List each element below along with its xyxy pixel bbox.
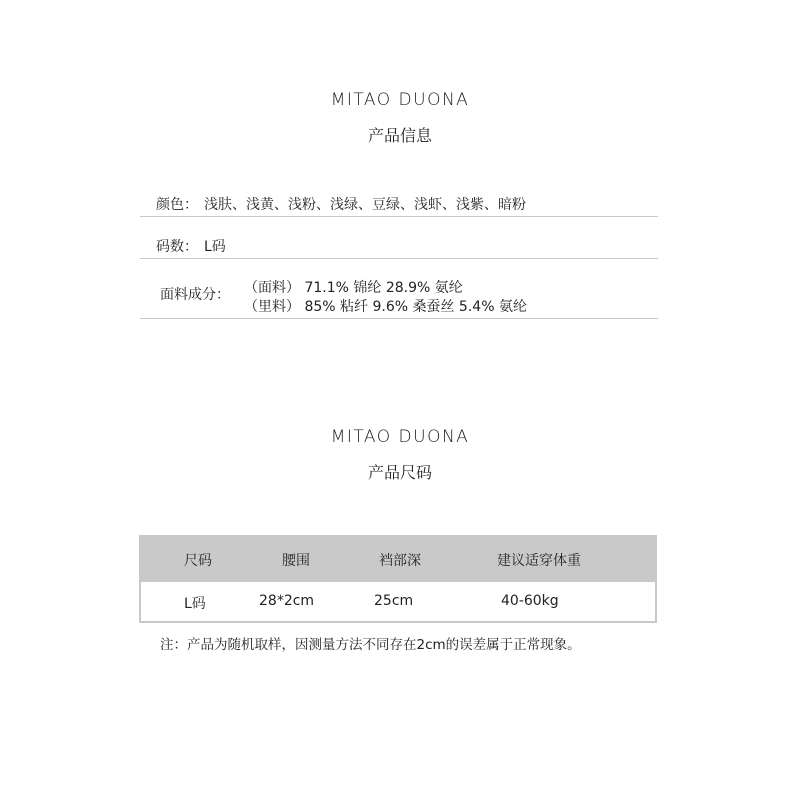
cell-weight: 40-60kg [501, 593, 559, 609]
size-row [140, 234, 658, 259]
color-label: 颜色： [156, 197, 198, 213]
header-waist: 腰围 [282, 553, 310, 569]
cell-size: L码 [184, 596, 206, 612]
header-size: 尺码 [184, 553, 212, 569]
color-value: 浅肤、浅黄、浅粉、浅绿、豆绿、浅虾、浅紫、暗粉 [204, 197, 526, 213]
brand-title-2: MITAO DUONA [330, 427, 470, 447]
section-heading-product-info: 产品信息 [367, 126, 432, 145]
cell-rise: 25cm [374, 593, 414, 609]
size-label: 码数： [156, 239, 198, 255]
brand-title: MITAO DUONA [330, 90, 470, 110]
header-rise: 裆部深 [379, 553, 421, 569]
composition-row [140, 260, 658, 319]
composition-line-lining: （里料） 85% 粘纤 9.6% 桑蚕丝 5.4% 氨纶 [244, 299, 527, 315]
size-table [139, 535, 657, 623]
measurement-note: 注：产品为随机取样，因测量方法不同存在2cm的误差属于正常现象。 [160, 637, 581, 653]
section-heading-size: 产品尺码 [367, 463, 432, 482]
size-value: L码 [204, 239, 226, 255]
cell-waist: 28*2cm [259, 593, 315, 609]
header-weight: 建议适穿体重 [497, 553, 581, 569]
color-row [140, 193, 658, 217]
composition-line-outer: （面料） 71.1% 锦纶 28.9% 氨纶 [244, 280, 463, 296]
composition-label: 面料成分： [160, 287, 230, 303]
